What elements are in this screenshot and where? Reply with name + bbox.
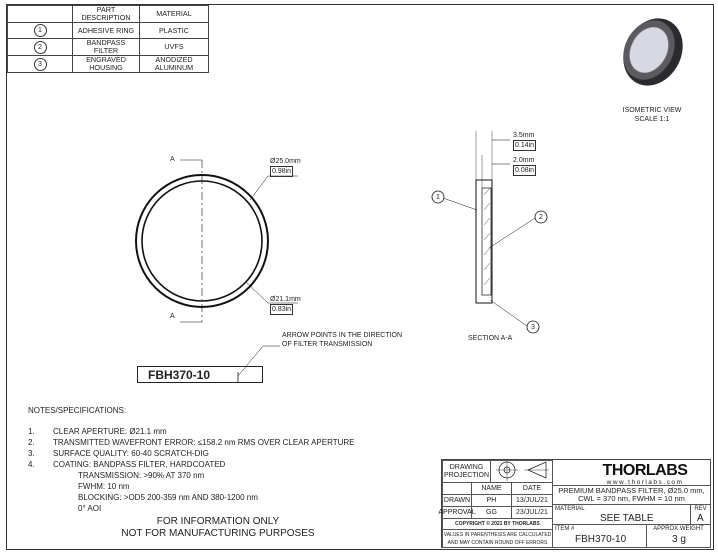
logo-brand: THORLABS <box>602 462 688 479</box>
part-material: PLASTIC <box>140 23 209 39</box>
outer-diameter-dim <box>270 157 301 177</box>
arrow-note-line1: ARROW POINTS IN THE DIRECTION <box>282 332 403 339</box>
outer-diameter-mm: Ø25.0mm <box>270 158 301 165</box>
part-material: ANODIZED ALUMINUM <box>140 56 209 73</box>
isometric-caption <box>622 106 682 124</box>
thorlabs-logo <box>582 463 708 487</box>
section-label: SECTION A-A <box>468 335 513 342</box>
info-line2: NOT FOR MANUFACTURING PURPOSES <box>121 528 315 539</box>
drawn-label: DRAWN <box>442 494 472 507</box>
inner-diameter-mm: Ø21.1mm <box>270 296 301 303</box>
approval-label: APPROVAL <box>442 506 472 519</box>
item-header: ITEM # <box>552 524 647 548</box>
filter-thickness-mm: 2.0mm <box>513 157 535 164</box>
note-sub: 0° AOI <box>78 504 102 513</box>
note-sub: TRANSMISSION: >90% AT 370 nm <box>78 471 205 480</box>
inner-diameter-in: 0.83in <box>272 306 292 313</box>
note-item: 3. SURFACE QUALITY: 60-40 SCRATCH-DIG <box>28 449 209 458</box>
section-mark-bottom: A <box>170 313 175 320</box>
projection-cell <box>490 460 553 483</box>
item-balloon: 3 <box>34 58 47 71</box>
part-description: BANDPASS FILTER <box>73 39 140 56</box>
info-disclaimer <box>108 516 328 540</box>
name-header: NAME <box>471 482 512 495</box>
date-header: DATE <box>511 482 553 495</box>
title-block <box>438 459 711 548</box>
drawn-date: 13/JUL/21 <box>511 494 553 507</box>
item-balloon: 1 <box>34 24 47 37</box>
isometric-title: ISOMETRIC VIEW <box>622 107 682 114</box>
arrow-note <box>282 331 402 349</box>
approval-name: GG <box>471 506 512 519</box>
part-description: ADHESIVE RING <box>73 23 140 39</box>
engraving-label: FBH370-10 <box>137 366 263 383</box>
balloon-1: 1 <box>436 194 440 201</box>
item-value: FBH370-10 <box>575 534 627 545</box>
balloon-3: 3 <box>531 324 535 331</box>
arrow-note-line2: OF FILTER TRANSMISSION <box>282 341 373 348</box>
material-header: MATERIAL <box>552 504 691 525</box>
item-balloon: 2 <box>34 41 47 54</box>
disclaimer: VALUES IN PARENTHESIS ARE CALCULATED AND MAY CONTAIN ROUND OFF ERRORS <box>442 529 553 548</box>
copyright: COPYRIGHT © 2021 BY THORLABS <box>442 518 553 530</box>
thickness-in: 0.14in <box>515 142 535 149</box>
header-material: MATERIAL <box>140 6 209 23</box>
balloon-2: 2 <box>539 214 543 221</box>
note-sub: BLOCKING: >OD5 200-359 nm AND 380-1200 nm <box>78 493 258 502</box>
notes-section <box>28 405 354 514</box>
note-item: 1. CLEAR APERTURE: Ø21.1 mm <box>28 427 167 436</box>
note-item: 4. COATING: BANDPASS FILTER, HARDCOATED <box>28 460 226 469</box>
info-line1: FOR INFORMATION ONLY <box>156 516 280 527</box>
drawing-projection-label: DRAWING PROJECTION <box>442 460 491 483</box>
part-title: PREMIUM BANDPASS FILTER, Ø25.0 mm, CWL = 370 nm, FWHM = 10 nm <box>552 485 711 505</box>
approval-date: 23/JUL/21 <box>511 506 553 519</box>
notes-heading: NOTES/SPECIFICATIONS: <box>28 406 127 415</box>
isometric-scale: SCALE 1:1 <box>634 116 670 123</box>
isometric-render <box>612 8 694 96</box>
outer-diameter-in: 0.98in <box>272 168 292 175</box>
weight-header: APPROX WEIGHT <box>646 524 711 548</box>
note-item: 2. TRANSMITTED WAVEFRONT ERROR: ≤158.2 nm RMS OVER CLEAR APERTURE <box>28 438 355 447</box>
filter-thickness-in: 0.08in <box>515 167 535 174</box>
inner-diameter-dim <box>270 295 301 315</box>
thickness-mm: 3.5mm <box>513 132 535 139</box>
part-material: UVFS <box>140 39 209 56</box>
rev-value: A <box>697 513 704 524</box>
part-description: ENGRAVED HOUSING <box>73 56 140 73</box>
note-sub: FWHM: 10 nm <box>78 482 130 491</box>
rev-header: REV <box>690 504 711 525</box>
thickness-dim <box>513 131 536 151</box>
header-description: PART DESCRIPTION <box>73 6 140 23</box>
section-mark-top: A <box>170 156 175 163</box>
weight-value: 3 g <box>672 534 686 545</box>
logo-url: www.thorlabs.com <box>606 479 684 486</box>
filter-thickness-dim <box>513 156 536 176</box>
material-value: SEE TABLE <box>600 513 654 524</box>
drawn-name: PH <box>471 494 512 507</box>
